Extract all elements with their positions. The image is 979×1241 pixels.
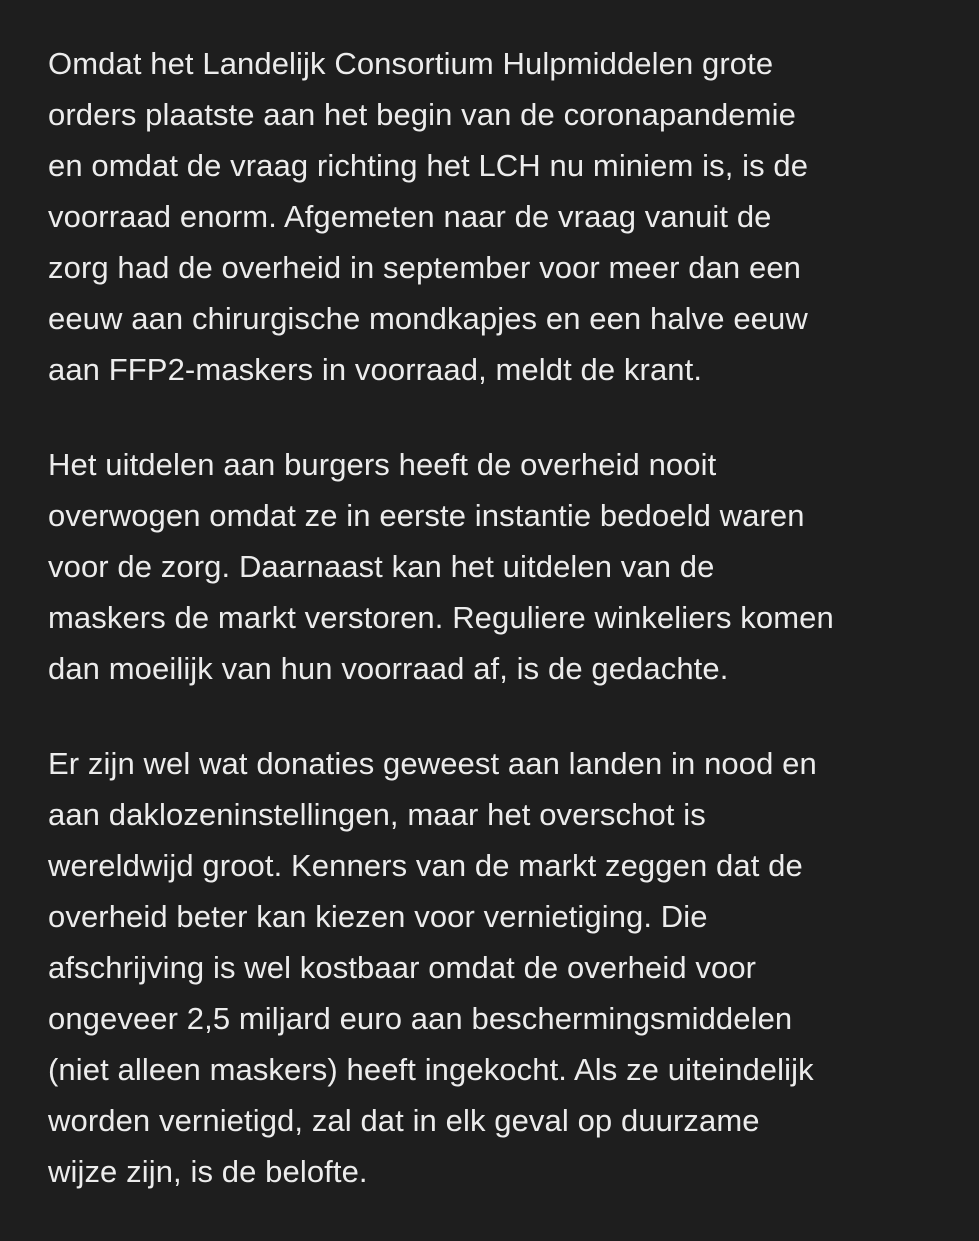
paragraph-2 (48, 439, 948, 694)
text-line: zorg had de overheid in september voor meer dan een (48, 250, 802, 285)
text-line: wereldwijd groot. Kenners van de markt zeggen dat de (48, 848, 803, 883)
text-line: ongeveer 2,5 miljard euro aan beschermingsmiddelen (48, 1001, 793, 1036)
text-line: (niet alleen maskers) heeft ingekocht. Als ze uiteindelijk (48, 1052, 814, 1087)
text-line: aan FFP2-maskers in voorraad, meldt de krant. (48, 352, 703, 387)
text-line: Omdat het Landelijk Consortium Hulpmiddelen grote (48, 46, 774, 81)
text-line: overwogen omdat ze in eerste instantie bedoeld waren (48, 498, 805, 533)
text-line: Er zijn wel wat donaties geweest aan landen in nood en (48, 746, 817, 781)
text-line: afschrijving is wel kostbaar omdat de overheid voor (48, 950, 757, 985)
text-line: wijze zijn, is de belofte. (48, 1154, 368, 1189)
text-line: worden vernietigd, zal dat in elk geval op duurzame (48, 1103, 760, 1138)
text-line: Het uitdelen aan burgers heeft de overheid nooit (48, 447, 717, 482)
text-line: en omdat de vraag richting het LCH nu miniem is, is de (48, 148, 809, 183)
text-line: overheid beter kan kiezen voor vernietiging. Die (48, 899, 708, 934)
text-line: dan moeilijk van hun voorraad af, is de gedachte. (48, 651, 729, 686)
text-line: aan daklozeninstellingen, maar het overschot is (48, 797, 706, 832)
paragraph-3 (48, 738, 948, 1197)
paragraph-1 (48, 38, 948, 395)
text-line: eeuw aan chirurgische mondkapjes en een halve eeuw (48, 301, 808, 336)
text-line: orders plaatste aan het begin van de coronapandemie (48, 97, 796, 132)
text-line: maskers de markt verstoren. Reguliere winkeliers komen (48, 600, 834, 635)
text-line: voorraad enorm. Afgemeten naar de vraag vanuit de (48, 199, 772, 234)
article-body (48, 38, 948, 1241)
text-line: voor de zorg. Daarnaast kan het uitdelen van de (48, 549, 715, 584)
